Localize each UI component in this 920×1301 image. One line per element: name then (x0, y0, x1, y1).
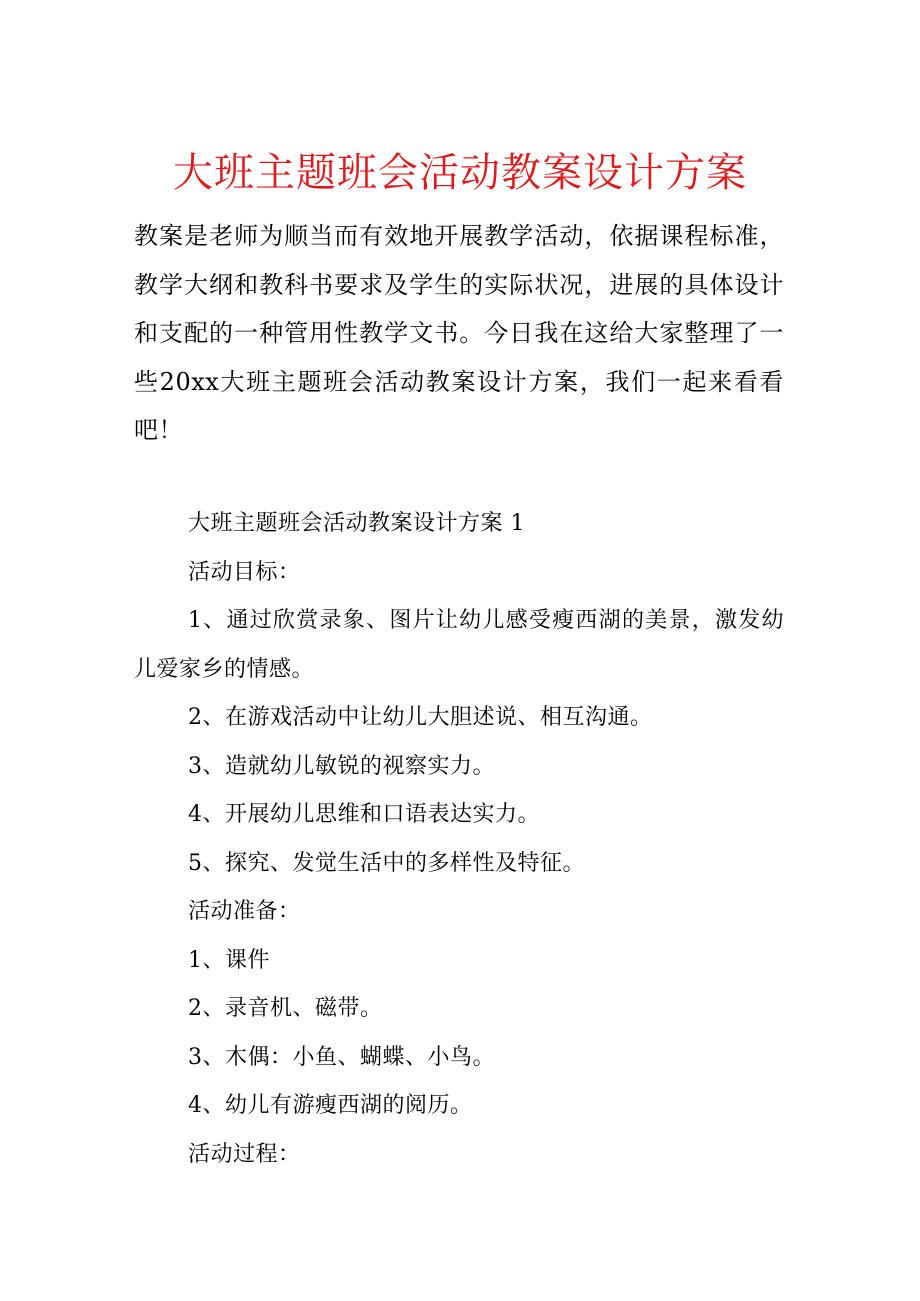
goal-item: 3、造就幼儿敏锐的视察实力。 (188, 753, 495, 779)
preparation-item: 2、录音机、磁带。 (188, 996, 383, 1021)
intro-paragraph: 教案是老师为顺当而有效地开展教学活动，依据课程标准，教学大纲和教科书要求及学生的实际状况，进展的具体设计和支配的一种管用性教学文书。今日我在这给大家整理了一些20xx大班主题班会活动教案设计方案，我们一起来看看吧！ (134, 222, 784, 444)
activity-preparation-heading: 活动准备： (188, 899, 301, 924)
goal-item: 4、开展幼儿思维和口语表达实力。 (188, 802, 540, 827)
document-title: 大班主题班会活动教案设计方案 (173, 150, 747, 196)
preparation-item: 4、幼儿有游瘦西湖的阅历。 (188, 1093, 473, 1118)
activity-goals-heading: 活动目标： (188, 559, 301, 585)
goal-item: 2、在游戏活动中让幼儿大胆述说、相互沟通。 (188, 705, 653, 730)
activity-process-heading: 活动过程： (188, 1141, 301, 1167)
preparation-item: 1、课件 (188, 947, 270, 973)
section-heading: 大班主题班会活动教案设计方案 1 (188, 511, 525, 536)
preparation-item: 3、木偶：小鱼、蝴蝶、小鸟。 (188, 1044, 495, 1070)
goal-item: 5、探究、发觉生活中的多样性及特征。 (188, 850, 585, 876)
goal-item: 1、通过欣赏录象、图片让幼儿感受瘦西湖的美景，激发幼儿爱家乡的情感。 (134, 608, 784, 682)
lesson-body (134, 500, 784, 1179)
